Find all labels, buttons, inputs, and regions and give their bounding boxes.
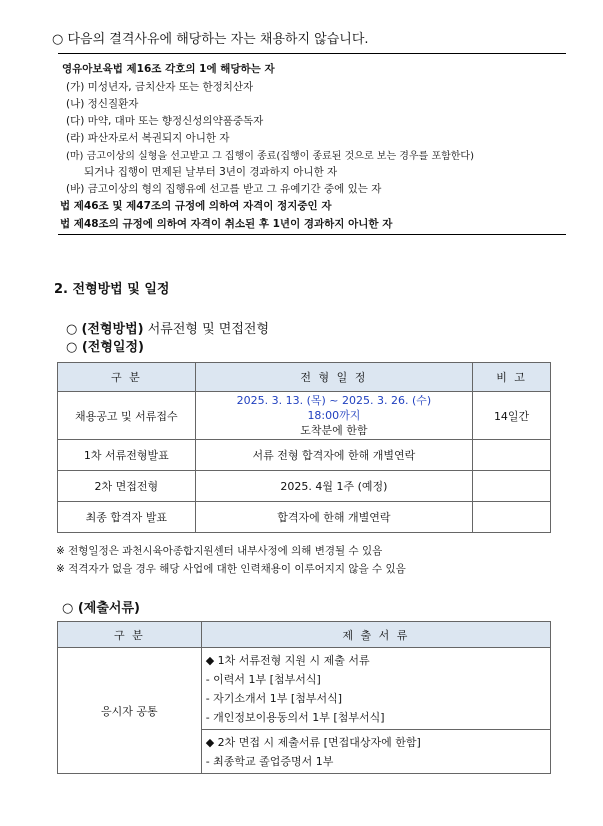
disq-title: 영유아보육법 제16조 각호의 1에 해당하는 자 — [62, 63, 275, 75]
method-label: (전형방법) — [81, 322, 144, 337]
header-documents: 제 출 서 류 — [201, 622, 550, 648]
table-header-row — [58, 622, 551, 648]
documents-group-1 — [201, 648, 550, 730]
table-row — [58, 502, 551, 533]
schedule-deadline: 18:00까지 — [307, 409, 361, 422]
disq-item: (마) 금고이상의 실형을 선고받고 그 집행이 종료(집행이 종료된 것으로 보는 경우를 포함한다) — [66, 151, 474, 162]
list-item: - 이력서 1부 [첨부서식] — [205, 673, 321, 686]
disq-item: (바) 금고이상의 형의 집행유예 선고를 받고 그 유예기간 중에 있는 자 — [66, 183, 382, 195]
note-line: ※ 전형일정은 과천시육아종합지원센터 내부사정에 의해 변경될 수 있음 — [56, 545, 383, 557]
disq-item: (라) 파산자로서 복권되지 아니한 자 — [66, 132, 230, 144]
header-category: 구 분 — [58, 622, 202, 648]
schedule-heading: ○ (전형일정) — [66, 340, 144, 355]
row-schedule: 2025. 4월 1주 (예정) — [195, 471, 472, 502]
row-schedule — [195, 392, 472, 440]
schedule-arrival: 도착분에 한함 — [300, 424, 368, 437]
law-46-47: 법 제46조 및 제47조의 규정에 의하여 자격이 정지중인 자 — [60, 200, 332, 212]
header-note: 비 고 — [473, 363, 551, 392]
list-item: - 자기소개서 1부 [첨부서식] — [205, 692, 343, 705]
table-row — [58, 440, 551, 471]
list-item: - 개인정보이용동의서 1부 [첨부서식] — [205, 711, 385, 724]
method-value: 서류전형 및 면접전형 — [143, 322, 270, 337]
section-title: 2. 전형방법 및 일정 — [54, 282, 170, 297]
group-title: ◆ 1차 서류전형 지원 시 제출 서류 — [205, 654, 370, 667]
table-row — [58, 392, 551, 440]
row-schedule: 합격자에 한해 개별연락 — [195, 502, 472, 533]
list-item: - 최종학교 졸업증명서 1부 — [205, 755, 334, 768]
law-48: 법 제48조의 규정에 의하여 자격이 취소된 후 1년이 경과하지 아니한 자 — [60, 218, 393, 230]
divider-bottom — [58, 234, 566, 235]
group-title: ◆ 2차 면접 시 제출서류 [면접대상자에 한함] — [205, 736, 421, 749]
documents-heading: ○ (제출서류) — [62, 601, 140, 616]
row-schedule: 서류 전형 합격자에 한해 개별연락 — [195, 440, 472, 471]
disq-item: (나) 정신질환자 — [66, 98, 139, 110]
documents-table — [57, 621, 551, 774]
row-note — [473, 502, 551, 533]
disq-item: (가) 미성년자, 금치산자 또는 한정치산자 — [66, 81, 254, 93]
row-note — [473, 440, 551, 471]
row-category: 채용공고 및 서류접수 — [58, 392, 196, 440]
row-note — [473, 471, 551, 502]
row-category: 1차 서류전형발표 — [58, 440, 196, 471]
table-row — [58, 648, 551, 730]
note-line: ※ 적격자가 없을 경우 해당 사업에 대한 인력채용이 이루어지지 않을 수 있음 — [56, 563, 406, 575]
intro-text: ○ 다음의 결격사유에 해당하는 자는 채용하지 않습니다. — [52, 32, 369, 47]
method-bullet: ○ — [66, 322, 78, 337]
row-note: 14일간 — [473, 392, 551, 440]
header-schedule: 전 형 일 정 — [195, 363, 472, 392]
documents-category: 응시자 공통 — [58, 648, 202, 774]
divider-top — [58, 53, 566, 54]
disq-item: (다) 마약, 대마 또는 향정신성의약품중독자 — [66, 115, 264, 127]
documents-group-2 — [201, 730, 550, 774]
schedule-table — [57, 362, 551, 533]
table-row — [58, 471, 551, 502]
table-header-row — [58, 363, 551, 392]
row-category: 2차 면접전형 — [58, 471, 196, 502]
header-category: 구 분 — [58, 363, 196, 392]
row-category: 최종 합격자 발표 — [58, 502, 196, 533]
method-line — [66, 318, 269, 337]
schedule-date-range: 2025. 3. 13. (목) ~ 2025. 3. 26. (수) — [236, 394, 432, 407]
disq-item: 되거나 집행이 면제된 날부터 3년이 경과하지 아니한 자 — [84, 166, 338, 178]
